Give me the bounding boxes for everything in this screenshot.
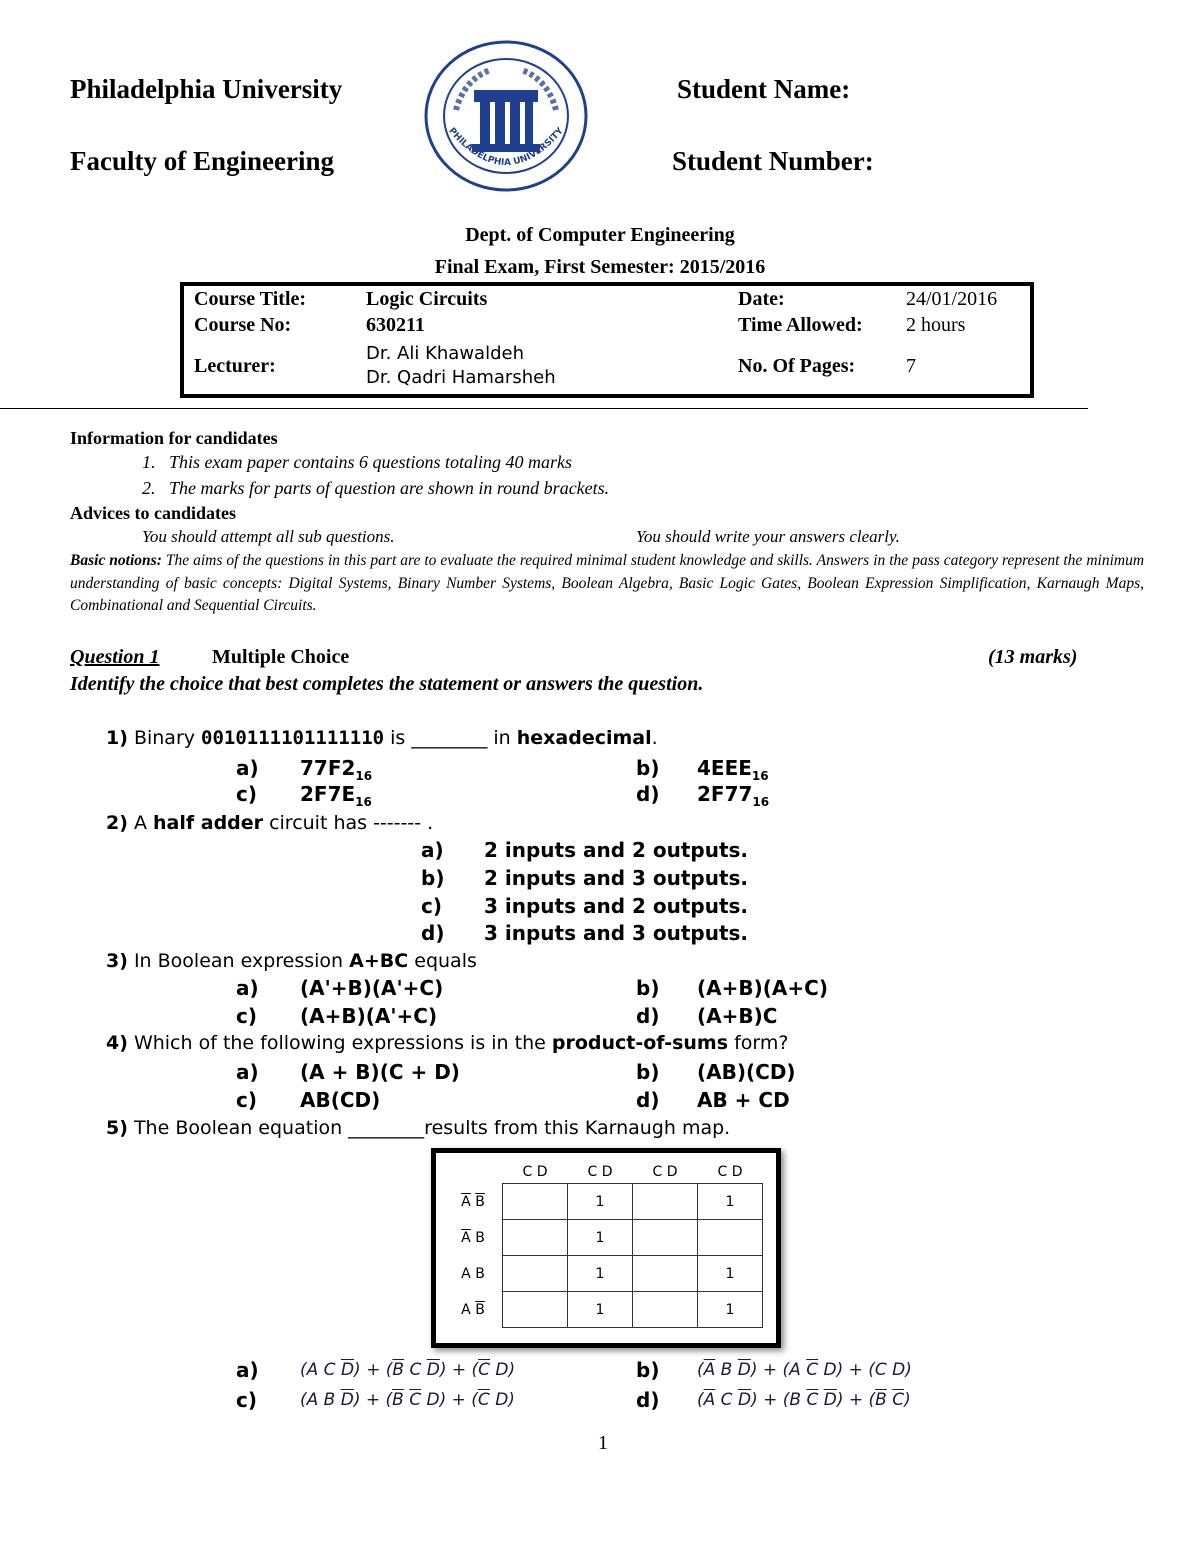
q4-option-c-label: c) [236, 1088, 257, 1112]
q1-option-d [697, 782, 769, 809]
info-item-2-num: 2. [142, 478, 156, 498]
q5-option-d-label: d) [636, 1388, 660, 1412]
q3-option-b: (A+B)(A+C) [697, 976, 828, 1000]
question-1-instruction: Identify the choice that best completes the statement or answers the question. [70, 673, 704, 695]
kmap-corner [444, 1161, 503, 1184]
q4-option-d-label: d) [636, 1088, 660, 1112]
q2-post: circuit has ------- . [263, 812, 434, 834]
kmap-cell [503, 1220, 568, 1256]
q4-option-b: (AB)(CD) [697, 1060, 796, 1084]
q1-option-b-base: 16 [751, 769, 769, 783]
info-item-1-text: This exam paper contains 6 questions totaling 40 marks [169, 452, 572, 472]
q4-option-d: AB + CD [697, 1088, 790, 1112]
q2-option-d-label: d) [421, 921, 445, 945]
kmap-cell [633, 1184, 698, 1220]
q5-number: 5) [106, 1117, 128, 1139]
university-logo [424, 40, 588, 192]
q1-option-b-value: 4EEE [697, 756, 752, 780]
kmap-cell [633, 1292, 698, 1328]
basic-notions-label: Basic notions: [70, 552, 162, 569]
q4-stem [106, 1032, 788, 1054]
logo-text: PHILADELPHIA UNIVERSITY [446, 126, 566, 169]
time-allowed-label: Time Allowed: [738, 313, 863, 336]
exam-date: 24/01/2016 [906, 287, 998, 310]
q1-option-a-label: a) [236, 756, 259, 780]
q5-text: The Boolean equation ________results from this Karnaugh map. [133, 1117, 731, 1139]
q2-key: half adder [153, 812, 264, 834]
q1-option-a-value: 77F2 [300, 756, 356, 780]
q1-binary: 0010111101111110 [201, 727, 385, 749]
kmap-col-header-4: C D [698, 1161, 763, 1184]
basic-notions-text: The aims of the questions in this part are to evaluate the required minimal student knowledge and skills. Answers in the pass category represent the minimum understanding of basic concepts: Digital Systems, Binary Number Systems, Boolean Algebra, Basic Logic Gates, Boolean Expression Simplification, Karnaugh Maps, Combinational and Sequential Circuits. [70, 552, 1145, 614]
q2-option-b-label: b) [421, 866, 445, 890]
advice-1: You should attempt all sub questions. [142, 527, 395, 546]
kmap-col-header-2: C D [568, 1161, 633, 1184]
kmap-row-header-2: $\overline{A}$ B [444, 1220, 503, 1256]
q3-pre: In Boolean expression [133, 950, 350, 972]
kmap-cell [633, 1256, 698, 1292]
q1-number: 1) [106, 727, 128, 749]
kmap-cell: 1 [568, 1256, 633, 1292]
q1-pre: Binary [133, 727, 202, 749]
kmap-cell [698, 1220, 763, 1256]
q5-stem [106, 1117, 730, 1139]
info-heading: Information for candidates [70, 428, 278, 448]
q2-option-b: 2 inputs and 3 outputs. [484, 866, 749, 890]
lecturer-1: Dr. Ali Khawaldeh [366, 343, 524, 364]
q3-option-b-label: b) [636, 976, 660, 1000]
info-item-1-num: 1. [142, 452, 156, 472]
advices-heading: Advices to candidates [70, 503, 236, 523]
q4-option-b-label: b) [636, 1060, 660, 1084]
advice-2: You should write your answers clearly. [636, 527, 900, 546]
kmap-cell [633, 1220, 698, 1256]
course-no-label: Course No: [194, 313, 292, 336]
kmap-cell: 1 [698, 1292, 763, 1328]
kmap-cell [503, 1184, 568, 1220]
q3-post: equals [408, 950, 477, 972]
q3-option-a: (A'+B)(A'+C) [300, 976, 444, 1000]
q3-option-a-label: a) [236, 976, 259, 1000]
q5-option-d: ($\overline{A}$ C $\overline{D}) + (B$ $\overline{C}$ $\overline{D}) + (\overline{B}$ $\overline{C}$) [697, 1390, 911, 1410]
q1-option-b-label: b) [636, 756, 660, 780]
q5-option-c: (A B $\overline{D}) + (\overline{B}$ $\overline{C}$ $D) + (\overline{C}$ D) [300, 1390, 515, 1410]
course-title-label: Course Title: [194, 287, 307, 310]
lecturer-label: Lecturer: [194, 355, 276, 377]
q3-option-d: (A+B)C [697, 1004, 778, 1028]
kmap-cell: 1 [568, 1292, 633, 1328]
q1-option-d-base: 16 [752, 795, 770, 809]
q1-option-c-base: 16 [355, 795, 372, 809]
q1-option-a [300, 756, 372, 783]
q4-key: product-of-sums [551, 1032, 729, 1054]
q1-option-c-label: c) [236, 782, 257, 806]
student-number-label: Student Number: [672, 146, 874, 176]
divider-line [0, 408, 1088, 409]
course-no: 630211 [366, 313, 425, 336]
q5-option-a: (A C $\overline{D}) + (\overline{B}$ C $\overline{D}) + (\overline{C}$ D) [300, 1360, 516, 1380]
kmap-col-header-1: C D [503, 1161, 568, 1184]
q2-option-a-label: a) [421, 838, 444, 862]
q1-option-c-value: 2F7E [300, 782, 356, 806]
student-name-label: Student Name: [677, 74, 851, 104]
q5-option-b: ($\overline{A}$ B $\overline{D}) + (A$ $\overline{C}$ D) + (C D) [697, 1360, 912, 1380]
info-item-1 [142, 452, 572, 473]
q5-option-a-label: a) [236, 1358, 259, 1382]
q1-option-d-value: 2F77 [697, 782, 753, 806]
q1-option-b [697, 756, 769, 783]
pages-count: 7 [906, 355, 916, 377]
kmap-row-header-4: A $\overline{B}$ [444, 1292, 503, 1328]
q1-stem [106, 727, 658, 749]
q4-option-c: AB(CD) [300, 1088, 381, 1112]
karnaugh-map [431, 1148, 781, 1348]
q2-option-d: 3 inputs and 3 outputs. [484, 921, 749, 945]
info-item-2-text: The marks for parts of question are shown in round brackets. [169, 478, 610, 498]
q3-option-d-label: d) [636, 1004, 660, 1028]
q2-pre: A [133, 812, 153, 834]
kmap-col-header-3: C D [633, 1161, 698, 1184]
q4-option-a-label: a) [236, 1060, 259, 1084]
q3-number: 3) [106, 950, 128, 972]
q4-number: 4) [106, 1032, 128, 1054]
q2-stem [106, 812, 433, 834]
page-number: 1 [598, 1432, 608, 1454]
q4-option-a: (A + B)(C + D) [300, 1060, 460, 1084]
info-item-2 [142, 478, 609, 499]
q2-number: 2) [106, 812, 128, 834]
q3-key: A+BC [349, 950, 409, 972]
question-1-label: Question 1 [70, 646, 160, 668]
kmap-cell: 1 [568, 1184, 633, 1220]
question-1-title: Multiple Choice [212, 646, 350, 668]
basic-notions [70, 550, 1144, 618]
q1-mid: is ________ in [384, 727, 517, 749]
kmap-cell [503, 1256, 568, 1292]
q1-option-c [300, 782, 372, 809]
course-title: Logic Circuits [366, 287, 488, 310]
q1-option-a-base: 16 [355, 769, 373, 783]
time-allowed: 2 hours [906, 313, 966, 336]
q4-post: form? [728, 1032, 789, 1054]
kmap-cell: 1 [698, 1184, 763, 1220]
karnaugh-map-table [444, 1161, 763, 1328]
q5-option-b-label: b) [636, 1358, 660, 1382]
q1-post: . [651, 727, 658, 749]
q4-pre: Which of the following expressions is in the [133, 1032, 552, 1054]
kmap-cell: 1 [568, 1220, 633, 1256]
q3-option-c: (A+B)(A'+C) [300, 1004, 438, 1028]
pages-label: No. Of Pages: [738, 355, 856, 377]
course-info-table [180, 282, 1034, 398]
exam-session: Final Exam, First Semester: 2015/2016 [434, 256, 766, 278]
q1-key: hexadecimal [516, 727, 652, 749]
q5-option-c-label: c) [236, 1388, 257, 1412]
q2-option-c-label: c) [421, 894, 442, 918]
q2-option-c: 3 inputs and 2 outputs. [484, 894, 749, 918]
kmap-cell [503, 1292, 568, 1328]
kmap-cell: 1 [698, 1256, 763, 1292]
university-name: Philadelphia University [70, 74, 343, 104]
kmap-row-header-1: $\overline{A}$ $\overline{B}$ [444, 1184, 503, 1220]
department: Dept. of Computer Engineering [465, 224, 735, 246]
kmap-row-header-3: A B [444, 1256, 503, 1292]
q1-option-d-label: d) [636, 782, 660, 806]
q3-stem [106, 950, 477, 972]
question-1-marks: (13 marks) [988, 646, 1078, 668]
q2-option-a: 2 inputs and 2 outputs. [484, 838, 749, 862]
lecturer-2: Dr. Qadri Hamarsheh [366, 367, 556, 388]
date-label: Date: [738, 287, 785, 310]
faculty-name: Faculty of Engineering [70, 146, 334, 176]
q3-option-c-label: c) [236, 1004, 257, 1028]
